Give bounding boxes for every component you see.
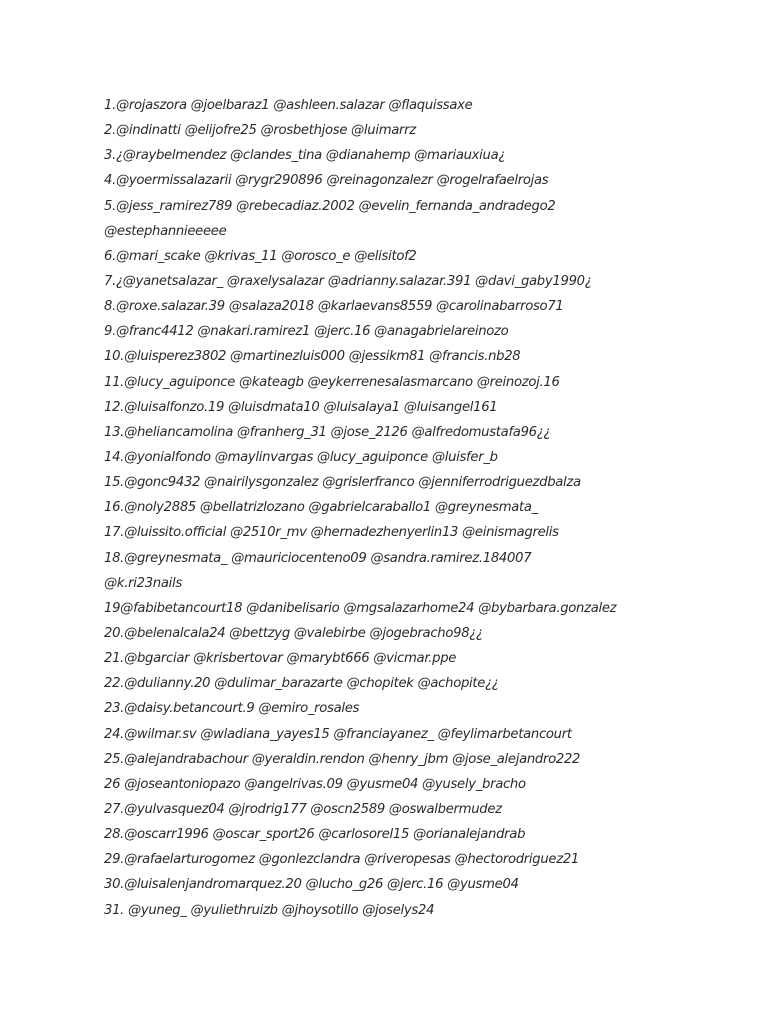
list-line: 13.@heliancamolina @franherg_31 @jose_2126 @alfredomustafa96¿¿ [104,424,551,440]
list-line: 19@fabibetancourt18 @danibelisario @mgsalazarhome24 @bybarbara.gonzalez [104,600,617,616]
list-line: 7.¿@yanetsalazar_ @raxelysalazar @adrianny.salazar.391 @davi_gaby1990¿ [104,273,592,289]
list-line: @estephannieeeee [104,223,227,239]
list-line: 22.@dulianny.20 @dulimar_barazarte @chopitek @achopite¿¿ [104,676,499,692]
list-line: 16.@noly2885 @bellatrizlozano @gabrielcaraballo1 @greynesmata_ [104,500,538,516]
list-line: 3.¿@raybelmendez @clandes_tina @dianahemp @mariauxiua¿ [104,148,506,164]
list-line: 25.@alejandrabachour @yeraldin.rendon @henry_jbm @jose_alejandro222 [104,751,581,767]
list-line: 26 @joseantoniopazo @angelrivas.09 @yusme04 @yusely_bracho [104,776,526,792]
list-line: 18.@greynesmata_ @mauriciocenteno09 @sandra.ramirez.184007 [104,550,532,566]
list-line: 20.@belenalcala24 @bettzyg @valebirbe @jogebracho98¿¿ [104,625,483,641]
list-line: 10.@luisperez3802 @martinezluis000 @jessikm81 @francis.nb28 [104,349,521,365]
list-line: 12.@luisalfonzo.19 @luisdmata10 @luisalaya1 @luisangel161 [104,399,498,415]
list-line: 29.@rafaelarturogomez @gonlezclandra @riveropesas @hectorodriguez21 [104,852,580,868]
list-line: 15.@gonc9432 @nairilysgonzalez @grislerfranco @jenniferrodriguezdbalza [104,475,581,491]
list-line: 6.@mari_scake @krivas_11 @orosco_e @elisitof2 [104,248,417,264]
list-line: 4.@yoermissalazarii @rygr290896 @reinagonzalezr @rogelrafaelrojas [104,173,549,189]
list-line: 31. @yuneg_ @yuliethruizb @jhoysotillo @joselys24 [104,902,435,918]
list-line: 21.@bgarciar @krisbertovar @marybt666 @vicmar.ppe [104,651,457,667]
list-line: 2.@indinatti @elijofre25 @rosbethjose @luimarrz [104,123,416,139]
list-line: @k.ri23nails [104,575,182,591]
list-line: 14.@yonialfondo @maylinvargas @lucy_aguiponce @luisfer_b [104,449,498,465]
list-line: 11.@lucy_aguiponce @kateagb @eykerrenesalasmarcano @reinozoj.16 [104,374,560,390]
list-line: 28.@oscarr1996 @oscar_sport26 @carlosorel15 @orianalejandrab [104,827,526,843]
list-line: 24.@wilmar.sv @wladiana_yayes15 @franciayanez_ @feylimarbetancourt [104,726,572,742]
list-line: 27.@yulvasquez04 @jrodrig177 @oscn2589 @oswalbermudez [104,801,502,817]
list-line: 30.@luisalenjandromarquez.20 @lucho_g26 @jerc.16 @yusme04 [104,877,519,893]
list-line: 23.@daisy.betancourt.9 @emiro_rosales [104,701,360,717]
list-line: 8.@roxe.salazar.39 @salaza2018 @karlaevans8559 @carolinabarroso71 [104,299,564,315]
list-line: 17.@luissito.official @2510r_mv @hernadezhenyerlin13 @einismagrelis [104,525,559,541]
list-line: 1.@rojaszora @joelbaraz1 @ashleen.salazar @flaquissaxe [104,98,473,113]
list-line: 5.@jess_ramirez789 @rebecadiaz.2002 @evelin_fernanda_andradego2 [104,198,556,214]
handle-list [104,93,704,923]
list-line: 9.@franc4412 @nakari.ramirez1 @jerc.16 @anagabrielareinozo [104,324,509,340]
